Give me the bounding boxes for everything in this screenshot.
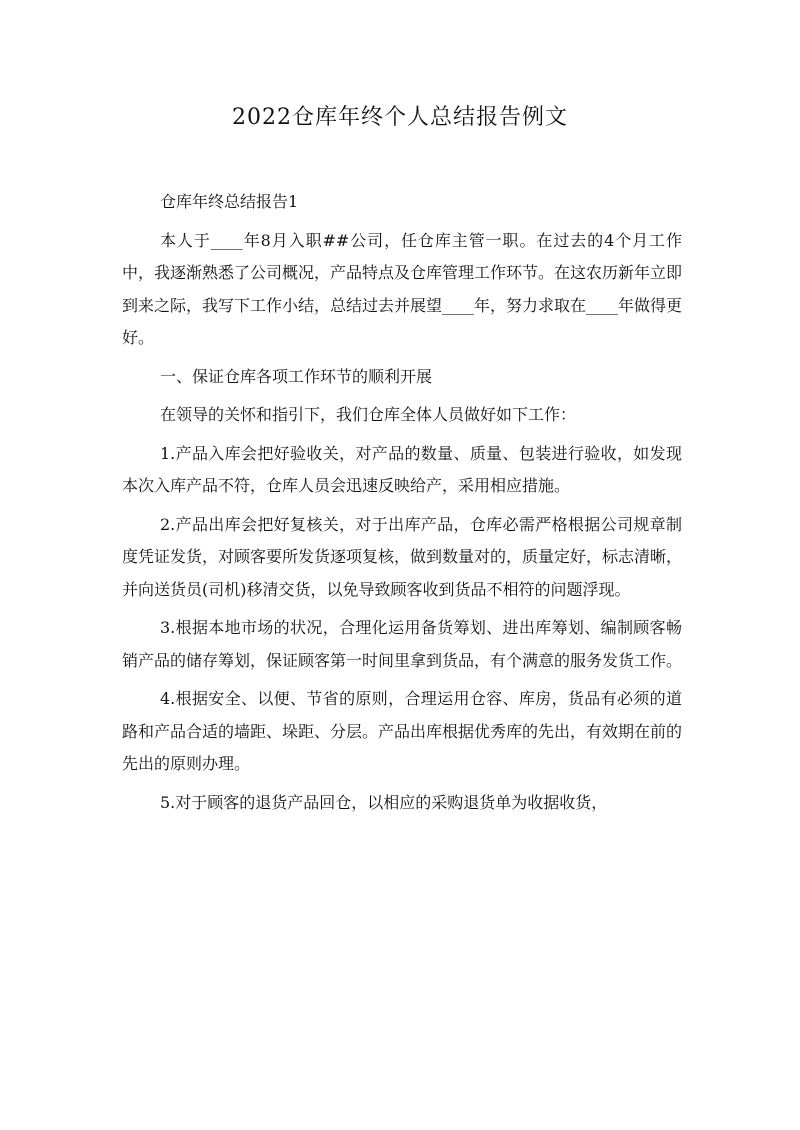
- section-heading-report-1: 仓库年终总结报告1: [160, 192, 299, 211]
- paragraph-guidance: 在领导的关怀和指引下，我们仓库全体人员做好如下工作：: [160, 405, 577, 424]
- list-item-4: 4.根据安全、以便、节省的原则，合理运用仓容、库房，货品有必须的道路和产品合适的墙距、垛距、分层。产品出库根据优秀库的先出，有效期在前的先出的原则办理。: [122, 689, 683, 773]
- list-item-1: 1.产品入库会把好验收关，对产品的数量、质量、包装进行验收，如发现本次入库产品不符，仓库人员会迅速反映给产，采用相应措施。: [122, 443, 682, 495]
- section-heading-1: 一、保证仓库各项工作环节的顺利开展: [160, 366, 433, 386]
- list-item-5: 5.对于顾客的退货产品回仓，以相应的采购退货单为收据收货，: [160, 792, 608, 812]
- intro-paragraph: 本人于____年8月入职##公司，任仓库主管一职。在过去的4个月工作中，我逐渐熟悉了公司概况，产品特点及仓库管理工作环节。在这农历新年立即到来之际，我写下工作小结，总结过去并展望____年，努力求取在____年做得更好。: [122, 230, 683, 347]
- list-item-3: 3.根据本地市场的状况，合理化运用备货筹划、进出库筹划、编制顾客畅销产品的储存筹划，保证顾客第一时间里拿到货品，有个满意的服务发货工作。: [122, 618, 683, 670]
- list-item-2: 2.产品出库会把好复核关，对于出库产品，仓库必需严格根据公司规章制度凭证发货，对顾客要所发货逐项复核，做到数量对的，质量定好，标志清晰，并向送货员(司机)移清交货，以免导致顾客收到货品不相符的问题浮现。: [122, 514, 683, 599]
- document-title: 2022仓库年终个人总结报告例文: [232, 105, 568, 130]
- document-body: [122, 186, 682, 819]
